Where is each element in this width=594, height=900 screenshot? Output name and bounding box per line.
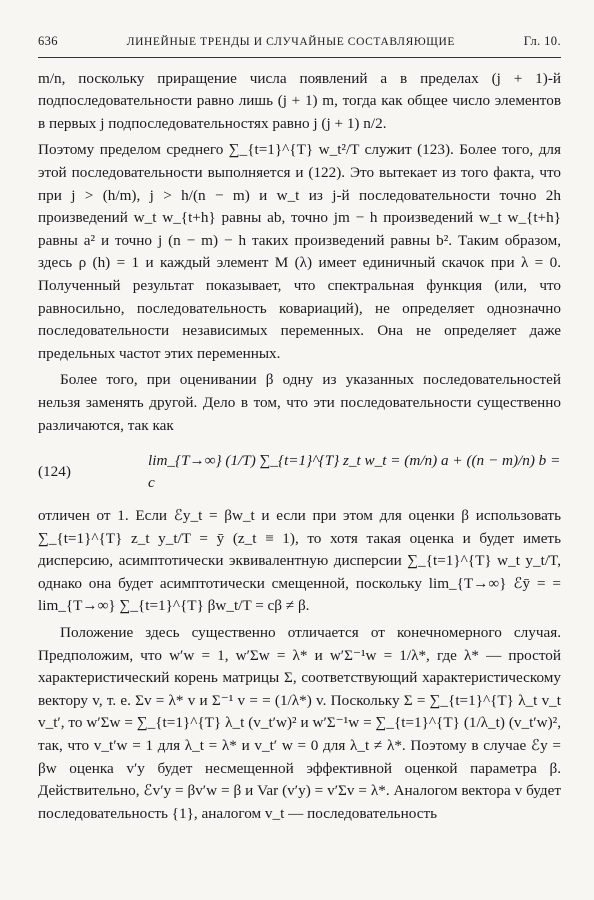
chapter-label: Гл. 10. [523, 34, 561, 48]
paragraph-4: отличен от 1. Если ℰy_t = βw_t и если при этом для оценки β использовать ∑_{t=1}^{T} z_t y_t/T = ȳ (z_t ≡ 1), то хотя такая оценка и будет иметь дисперсию, асимптотически эквивалентную дисперсии ∑_{t=1}^{T} w_t y_t/T, однако она будет асимптотически смещенной, поскольку lim_{T→∞} ℰȳ = = lim_{T→∞} ∑_{t=1}^{T} βw_t/T = cβ ≠ β. [38, 507, 561, 615]
paragraph-2: Поэтому пределом среднего ∑_{t=1}^{T} w_t²/T служит (123). Более того, для этой последовательности выполняется и (122). Это вытекает из того факта, что при j > (h/m), j > h/(n − m) и w_t из j-й последовательности точно 2h произведений w_t w_{t+h} равны ab, точно jm − h произведений w_t w_{t+h} равны a² и точно j (n − m) − h таких произведений равны b². Таким образом, здесь ρ (h) = 1 и каждый элемент M (λ) имеет единичный скачок при λ = 0. Полученный результат показывает, что спектральная функция (или, что равносильно, последовательность ковариаций), не определяет однозначно последовательности независимых переменных. Она не определяет даже предельных частот этих переменных. [38, 141, 561, 362]
paragraph-5: Положение здесь существенно отличается от конечномерного случая. Предположим, что w′w = 1, w′Σw = λ* и w′Σ⁻¹w = 1/λ*, где λ* — простой характеристический корень матрицы Σ, соответствующий характеристическому вектору v, т. е. Σv = λ* v и Σ⁻¹ v = = (1/λ*) v. Поскольку Σ = ∑_{t=1}^{T} λ_t v_t v_t′, то w′Σw = ∑_{t=1}^{T} λ_t (v_t′w)² и w′Σ⁻¹w = ∑_{t=1}^{T} (1/λ_t) (v_t′w)², так, что v_t′w = 1 для λ_t = λ* и v_t′ w = 0 для λ_t ≠ λ*. Поэтому в случае ℰy = βw оценка v′y будет несмещенной эффективной оценкой параметра β. Действительно, ℰv′y = βv′w = β и Var (v′y) = v′Σv = λ*. Аналогом вектора v будет последовательность {1}, аналогом v_t — последовательность [38, 624, 561, 822]
page [38, 30, 561, 825]
equation-number: (124) [38, 462, 71, 480]
running-title: ЛИНЕЙНЫЕ ТРЕНДЫ И СЛУЧАЙНЫЕ СОСТАВЛЯЮЩИЕ [126, 36, 456, 48]
equation-formula: lim_{T→∞} (1/T) ∑_{t=1}^{T} z_t w_t = (m/n) a + ((n − m)/n) b = c [148, 451, 561, 492]
running-header [38, 30, 561, 58]
page-number: 636 [38, 34, 58, 48]
equation-124 [38, 449, 561, 495]
paragraph-1: m/n, поскольку приращение числа появлений a в пределах (j + 1)-й подпоследовательности равно лишь (j + 1) m, тогда как общее число элементов в первых j подпоследовательностях равно j (j + 1) n/2. [38, 69, 561, 132]
paragraph-3: Более того, при оценивании β одну из указанных последовательностей нельзя заменять другой. Дело в том, что эти последовательности существенно различаются, так как [38, 371, 561, 434]
